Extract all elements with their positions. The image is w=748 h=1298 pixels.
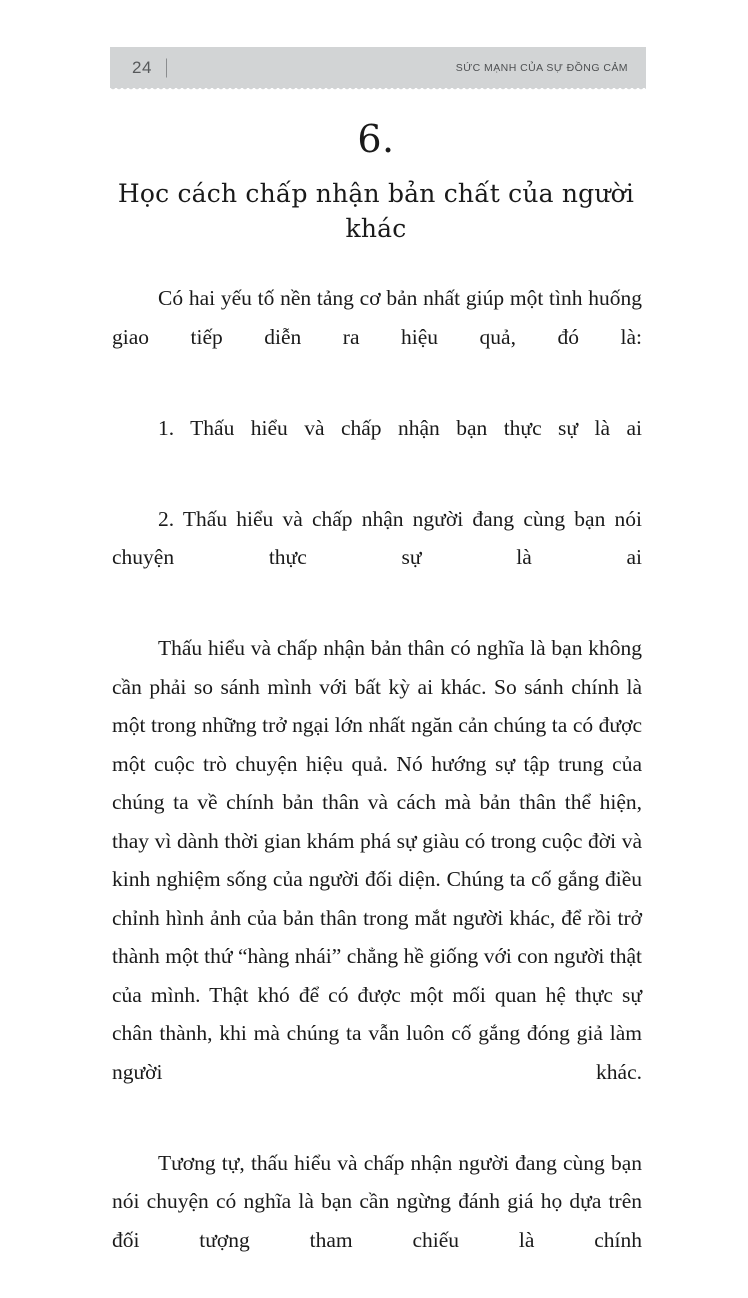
list-item: 1. Thấu hiểu và chấp nhận bạn thực sự là ai xyxy=(158,415,642,440)
chapter-heading xyxy=(112,117,640,264)
header-scalloped-edge xyxy=(110,87,646,92)
paragraph: Tương tự, thấu hiểu và chấp nhận người đang cùng bạn nói chuyện có nghĩa là bạn cần ngừng đánh giá họ dựa trên đối tượng tham chiếu là chính xyxy=(112,1150,642,1252)
paragraph: Có hai yếu tố nền tảng cơ bản nhất giúp một tình huống giao tiếp diễn ra hiệu quả, đó là: xyxy=(112,286,642,349)
body-text-column xyxy=(112,279,642,1298)
list-item: 2. Thấu hiểu và chấp nhận người đang cùng bạn nói chuyện thực sự là ai xyxy=(112,506,642,569)
chapter-title: Học cách chấp nhận bản chất của người khác xyxy=(117,178,635,244)
chapter-number: 6. xyxy=(357,117,395,161)
running-head-title: SỨC MẠNH CỦA SỰ ĐỒNG CẢM xyxy=(455,61,628,74)
page-number: 24 xyxy=(132,57,152,77)
page-number-divider xyxy=(166,58,167,77)
running-header-inner xyxy=(110,47,646,88)
running-header-bar xyxy=(110,47,646,88)
paragraph: Thấu hiểu và chấp nhận bản thân có nghĩa là bạn không cần phải so sánh mình với bất kỳ ai khác. So sánh chính là một trong những trở ngại lớn nhất ngăn cản chúng ta có được một cuộc trò chuyện hiệu quả. Nó hướng sự tập trung của chúng ta về chính bản thân và cách mà bản thân thể hiện, thay vì dành thời gian khám phá sự giàu có trong cuộc đời và kinh nghiệm sống của người đối diện. Chúng ta cố gắng điều chỉnh hình ảnh của bản thân trong mắt người khác, để rồi trở thành một thứ “hàng nhái” chẳng hề giống với con người thật của mình. Thật khó để có được một mối quan hệ thực sự chân thành, khi mà chúng ta vẫn luôn cố gắng đóng giả làm người khác. xyxy=(112,636,642,1084)
